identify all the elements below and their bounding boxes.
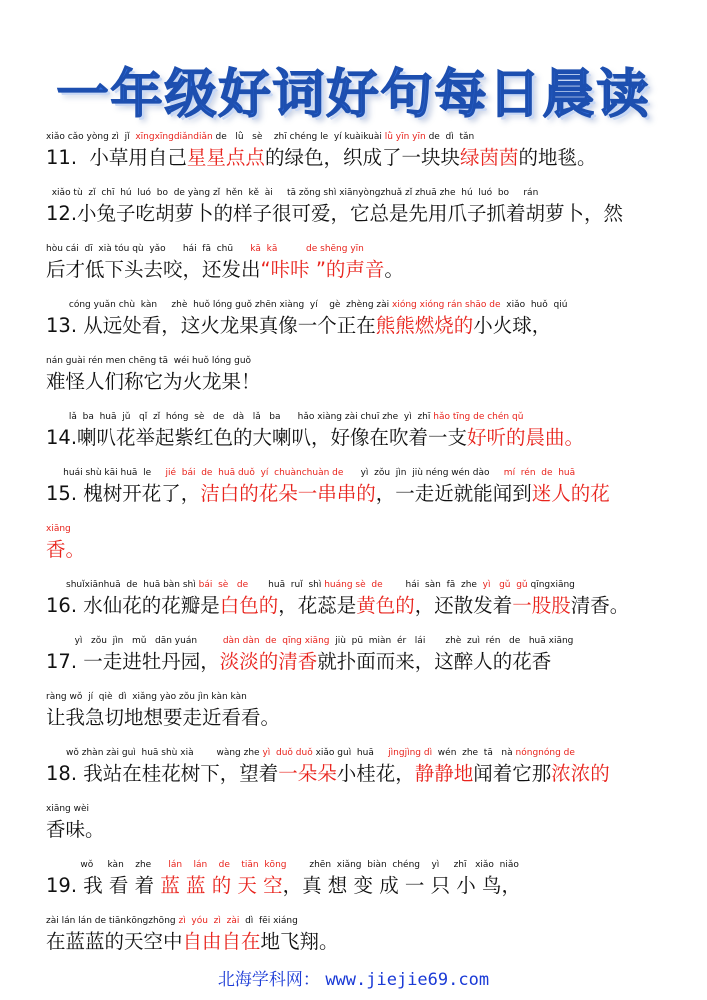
text-line bbox=[46, 914, 666, 970]
text-segment: shuǐxiānhuā de huā bàn shì bbox=[46, 580, 199, 590]
text-segment: 13. 从远处看，这火龙果真像一个正在 bbox=[46, 314, 376, 337]
highlight-segment: xīngxīngdiǎndiǎn bbox=[135, 132, 213, 142]
highlight-segment: “咔咔 ”的声音 bbox=[260, 258, 385, 281]
text-line bbox=[46, 466, 666, 522]
highlight-segment: huáng sè de bbox=[324, 580, 383, 590]
highlight-segment: 一股股 bbox=[512, 594, 571, 617]
pinyin-line bbox=[46, 186, 666, 200]
hanzi-line bbox=[46, 536, 666, 564]
text-segment: de dì tǎn bbox=[425, 132, 475, 142]
highlight-segment: 黄色的 bbox=[356, 594, 415, 617]
pinyin-line bbox=[46, 690, 666, 704]
footer-site-link[interactable]: www.jiejie69.com bbox=[325, 970, 490, 990]
highlight-segment: 好听的晨曲。 bbox=[467, 426, 585, 449]
pinyin-line bbox=[46, 410, 666, 424]
reading-list bbox=[46, 130, 666, 970]
highlight-segment: 白色的 bbox=[219, 594, 279, 617]
text-segment: 就扑面而来，这醉人的花香 bbox=[317, 650, 552, 673]
text-segment: wǒ kàn zhe bbox=[46, 860, 169, 870]
page-title: 一年级好词好句每日晨读 bbox=[56, 65, 651, 125]
pinyin-line bbox=[46, 242, 666, 256]
text-line bbox=[46, 522, 666, 578]
hanzi-line bbox=[46, 704, 666, 732]
hanzi-line bbox=[46, 312, 666, 340]
pinyin-line bbox=[46, 858, 666, 872]
highlight-segment: 绿茵茵 bbox=[459, 146, 519, 169]
text-segment: wén zhe tā nà bbox=[432, 748, 516, 758]
text-segment: hái sàn fā zhe bbox=[382, 580, 483, 590]
footer-label: 北海学科网： bbox=[217, 970, 320, 990]
text-segment: jiù pū miàn ér lái zhè zuì rén de huā xiāng bbox=[329, 636, 574, 646]
text-segment: hòu cái dī xià tóu qù yǎo hái fā chū bbox=[46, 244, 251, 254]
text-segment: 11. 小草用自己 bbox=[46, 146, 187, 169]
highlight-segment: de shēng yīn bbox=[306, 244, 364, 254]
text-segment: huái shù kāi huā le bbox=[46, 468, 166, 478]
highlight-segment: bái sè de bbox=[198, 580, 249, 590]
text-segment: lǎ ba huā jǔ qǐ zǐ hóng sè de dà lǎ ba hǎo xiàng zài chuī zhe yì zhī bbox=[46, 412, 434, 422]
highlight-segment: lán lán de tiān kōng bbox=[168, 860, 287, 870]
text-segment: zài lán lán de tiānkōngzhōng bbox=[46, 916, 179, 926]
highlight-segment: kā kā bbox=[250, 244, 278, 254]
text-line bbox=[46, 690, 666, 746]
highlight-segment: 淡淡的清香 bbox=[219, 650, 318, 673]
text-segment: 18. 我站在桂花树下，望着 bbox=[46, 762, 279, 785]
text-line bbox=[46, 746, 666, 802]
text-segment: cóng yuǎn chù kàn zhè huǒ lóng guǒ zhēn xiàng yí gè zhèng zài bbox=[46, 300, 393, 310]
hanzi-line bbox=[46, 928, 666, 956]
highlight-segment: 迷人的花 bbox=[531, 482, 610, 505]
highlight-segment: hǎo tīng de chén qǔ bbox=[433, 412, 524, 422]
highlight-segment: 熊熊燃烧的 bbox=[375, 314, 474, 337]
text-segment: yì zǒu jìn mǔ dān yuán bbox=[46, 636, 223, 646]
highlight-segment: dàn dàn de qīng xiāng bbox=[222, 636, 330, 646]
text-segment: 香味。 bbox=[46, 818, 105, 841]
text-line bbox=[46, 634, 666, 690]
hanzi-line bbox=[46, 648, 666, 676]
text-line bbox=[46, 354, 666, 410]
pinyin-line bbox=[46, 914, 666, 928]
highlight-segment: jìngjìng dì bbox=[388, 748, 433, 758]
pinyin-line bbox=[46, 466, 666, 480]
text-line bbox=[46, 130, 666, 186]
highlight-segment: zì yóu zì zài bbox=[178, 916, 240, 926]
text-segment: huā ruǐ shì bbox=[248, 580, 325, 590]
text-segment: xiǎo guì huā bbox=[312, 748, 389, 758]
pinyin-line bbox=[46, 746, 666, 760]
highlight-segment: nóngnóng de bbox=[515, 748, 575, 758]
text-segment: 清香。 bbox=[570, 594, 630, 617]
highlight-segment: mí rén de huā bbox=[503, 468, 576, 478]
text-segment: 19. 我 看 着 bbox=[46, 874, 161, 897]
pinyin-line bbox=[46, 578, 666, 592]
text-segment: 14.喇叭花举起紫红色的大喇叭，好像在吹着一支 bbox=[46, 426, 468, 449]
hanzi-line bbox=[46, 368, 666, 396]
highlight-segment: 一朵朵 bbox=[278, 762, 337, 785]
text-segment: zhēn xiǎng biàn chéng yì zhī xiǎo niǎo bbox=[286, 860, 519, 870]
text-segment: ，花蕊是 bbox=[278, 594, 357, 617]
text-segment: 后才低下头去咬，还发出 bbox=[46, 258, 261, 281]
text-line bbox=[46, 186, 666, 242]
text-line bbox=[46, 242, 666, 298]
hanzi-line bbox=[46, 480, 666, 508]
text-segment: qīngxiāng bbox=[527, 580, 575, 590]
hanzi-line bbox=[46, 256, 666, 284]
text-segment bbox=[277, 244, 306, 254]
text-segment: ，一走近就能闻到 bbox=[375, 482, 532, 505]
text-line bbox=[46, 298, 666, 354]
highlight-segment: 静静地 bbox=[414, 762, 474, 785]
text-segment: 16. 水仙花的花瓣是 bbox=[46, 594, 220, 617]
text-segment: xiāng wèi bbox=[46, 804, 90, 814]
highlight-segment: lǜ yīn yīn bbox=[384, 132, 426, 142]
hanzi-line bbox=[46, 760, 666, 788]
text-segment: ，真 想 变 成 一 只 小 鸟， bbox=[282, 874, 521, 897]
text-line bbox=[46, 858, 666, 914]
text-segment: 小火球， bbox=[473, 314, 552, 337]
text-segment: 17. 一走进牡丹园， bbox=[46, 650, 220, 673]
text-segment: ，还散发着 bbox=[414, 594, 513, 617]
text-segment: ràng wǒ jí qiè dì xiǎng yào zǒu jìn kàn kàn bbox=[46, 692, 247, 702]
text-segment: 难怪人们称它为火龙果！ bbox=[46, 370, 261, 393]
text-line bbox=[46, 410, 666, 466]
text-segment: 闻着它那 bbox=[473, 762, 552, 785]
highlight-segment: 蓝 蓝 的 天 空 bbox=[160, 874, 283, 897]
text-segment: 15. 槐树开花了， bbox=[46, 482, 201, 505]
highlight-segment: xiāng bbox=[46, 524, 71, 534]
text-segment: dì fēi xiáng bbox=[239, 916, 298, 926]
highlight-segment: jié bái de huā duǒ yí chuànchuàn de bbox=[165, 468, 344, 478]
text-segment: 让我急切地想要走近看看。 bbox=[46, 706, 281, 729]
text-segment: 在蓝蓝的天空中 bbox=[46, 930, 183, 953]
highlight-segment: 自由自在 bbox=[182, 930, 261, 953]
text-segment: yì zǒu jìn jiù néng wén dào bbox=[343, 468, 504, 478]
text-segment: xiǎo cǎo yòng zì jǐ bbox=[46, 132, 136, 142]
text-segment: 12.小兔子吃胡萝卜的样子很可爱，它总是先用爪子抓着胡萝卜，然 bbox=[46, 202, 624, 225]
text-segment: 的地毯。 bbox=[518, 146, 597, 169]
highlight-segment: 浓浓的 bbox=[551, 762, 610, 785]
pinyin-line bbox=[46, 522, 666, 536]
pinyin-line bbox=[46, 802, 666, 816]
text-line bbox=[46, 802, 666, 858]
text-segment: de lǜ sè zhī chéng le yí kuàikuài bbox=[212, 132, 385, 142]
highlight-segment: 香。 bbox=[46, 538, 86, 561]
text-segment: xiǎo tù zǐ chī hú luó bo de yàng zǐ hěn kě ài tā zǒng shì xiānyòngzhuǎ zǐ zhuā zhe hú luó bo rán bbox=[46, 188, 539, 198]
hanzi-line bbox=[46, 592, 666, 620]
highlight-segment: yì gǔ gǔ bbox=[482, 580, 528, 590]
text-segment: wǒ zhàn zài guì huā shù xià wàng zhe bbox=[46, 748, 263, 758]
highlight-segment: xióng xióng rán shāo de bbox=[392, 300, 501, 310]
pinyin-line bbox=[46, 298, 666, 312]
text-segment: 的绿色，织成了一块块 bbox=[264, 146, 460, 169]
text-segment: 。 bbox=[384, 258, 404, 281]
text-segment: nán guài rén men chēng tā wéi huǒ lóng guǒ bbox=[46, 356, 252, 366]
text-segment: 地飞翔。 bbox=[260, 930, 339, 953]
highlight-segment: 洁白的花朵一串串的 bbox=[200, 482, 376, 505]
text-segment: 小桂花， bbox=[336, 762, 415, 785]
hanzi-line bbox=[46, 872, 666, 900]
hanzi-line bbox=[46, 200, 666, 228]
pinyin-line bbox=[46, 130, 666, 144]
hanzi-line bbox=[46, 424, 666, 452]
text-line bbox=[46, 578, 666, 634]
hanzi-line bbox=[46, 144, 666, 172]
footer bbox=[0, 965, 707, 990]
highlight-segment: yì duǒ duǒ bbox=[262, 748, 313, 758]
text-segment: xiǎo huǒ qiú bbox=[500, 300, 568, 310]
hanzi-line bbox=[46, 816, 666, 844]
highlight-segment: 星星点点 bbox=[186, 146, 265, 169]
pinyin-line bbox=[46, 634, 666, 648]
pinyin-line bbox=[46, 354, 666, 368]
